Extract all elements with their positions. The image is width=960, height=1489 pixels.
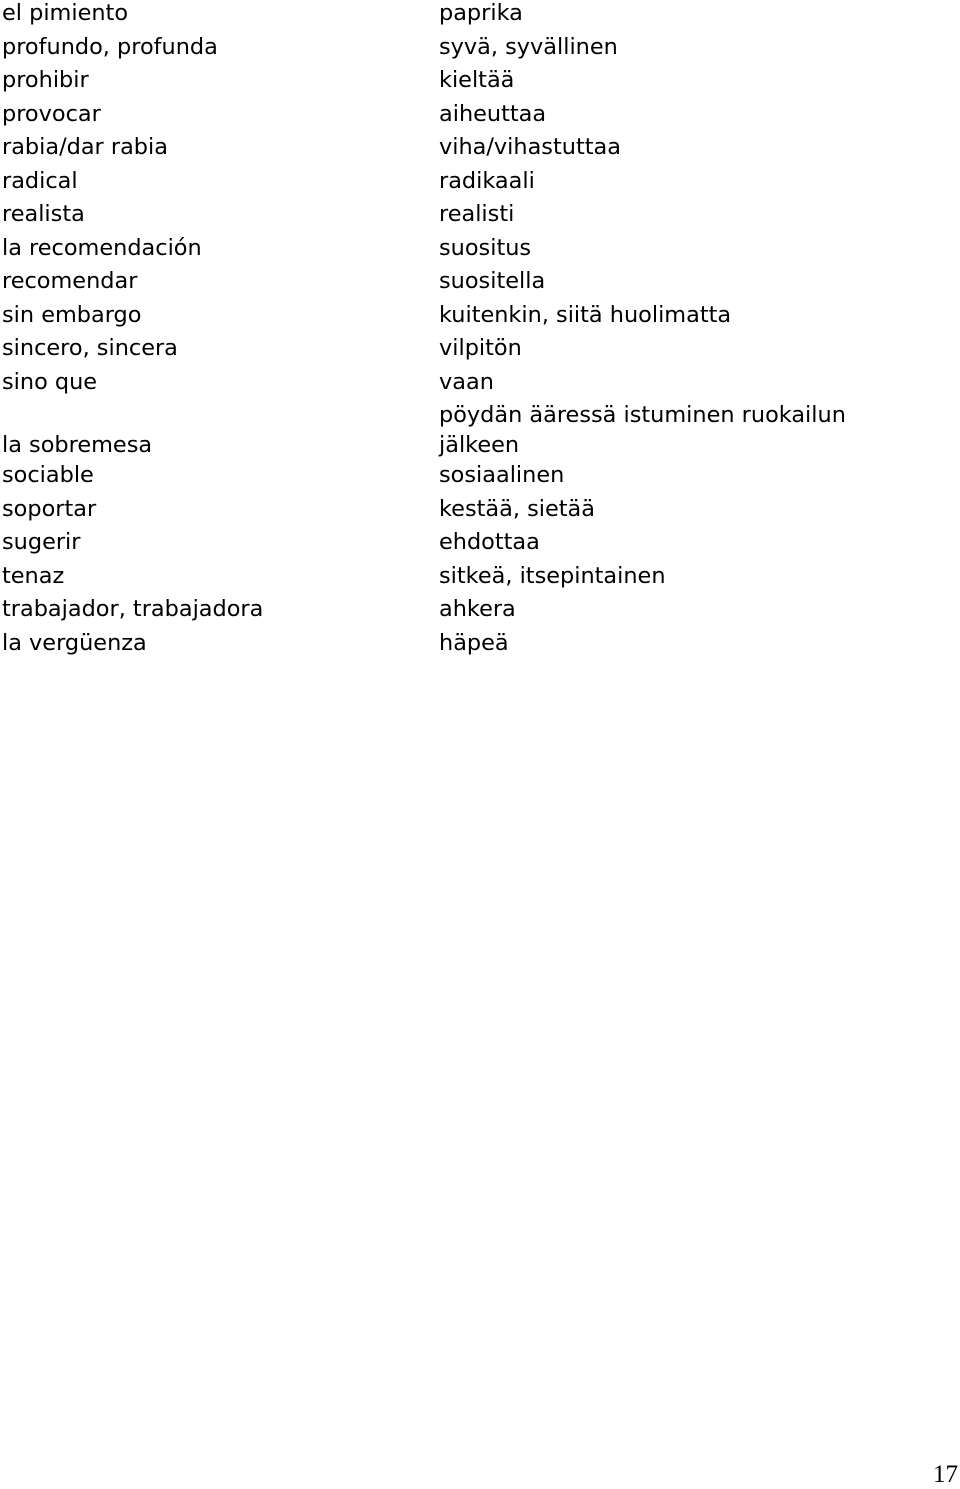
vocab-row xyxy=(0,462,960,496)
vocab-row xyxy=(0,630,960,664)
spanish-term: prohibir xyxy=(2,67,89,93)
vocab-row xyxy=(0,563,960,597)
finnish-translation xyxy=(439,134,621,160)
vocab-row xyxy=(0,402,960,462)
spanish-term: sin embargo xyxy=(2,301,142,328)
vocab-row xyxy=(0,596,960,630)
vocab-row xyxy=(0,201,960,235)
finnish-translation xyxy=(439,201,514,227)
finnish-translation-line: häpeä xyxy=(439,629,509,656)
finnish-translation-line: syvä, syvällinen xyxy=(439,33,618,60)
finnish-translation xyxy=(439,529,540,555)
spanish-term: realista xyxy=(2,201,85,227)
vocab-row xyxy=(0,67,960,101)
finnish-translation-line: suositus xyxy=(439,234,532,261)
vocab-row xyxy=(0,268,960,302)
finnish-translation xyxy=(439,168,535,194)
finnish-translation-line: vilpitön xyxy=(439,335,522,361)
finnish-translation-line: realisti xyxy=(439,201,515,227)
finnish-translation xyxy=(439,496,595,522)
spanish-term: sincero, sincera xyxy=(2,335,178,361)
finnish-translation-line: aiheuttaa xyxy=(439,100,547,127)
spanish-term: provocar xyxy=(2,100,101,127)
finnish-translation-line: pöydän ääressä istuminen ruokailun xyxy=(439,402,846,428)
spanish-term: la recomendación xyxy=(2,234,202,261)
vocab-row xyxy=(0,34,960,68)
finnish-translation xyxy=(439,302,731,328)
finnish-translation xyxy=(439,335,522,361)
finnish-translation-line: kieltää xyxy=(439,67,515,93)
finnish-translation-line: sitkeä, itsepintainen xyxy=(439,562,666,589)
finnish-translation xyxy=(439,596,516,622)
vocab-row xyxy=(0,101,960,135)
finnish-translation-line: radikaali xyxy=(439,167,535,194)
finnish-translation xyxy=(439,402,846,458)
finnish-translation-line: sosiaalinen xyxy=(439,462,565,488)
spanish-term: la sobremesa xyxy=(2,432,153,458)
finnish-translation xyxy=(439,235,531,261)
vocab-row xyxy=(0,235,960,269)
finnish-translation-line: ahkera xyxy=(439,596,516,622)
spanish-term: trabajador, trabajadora xyxy=(2,596,264,622)
finnish-translation xyxy=(439,101,546,127)
vocab-row xyxy=(0,335,960,369)
finnish-translation-line: ehdottaa xyxy=(439,529,540,555)
finnish-translation-line: viha/vihastuttaa xyxy=(439,134,621,160)
spanish-term: soportar xyxy=(2,495,97,522)
spanish-term: sociable xyxy=(2,462,94,488)
finnish-translation-line: kestää, sietää xyxy=(439,495,595,522)
page-number: 17 xyxy=(933,1461,958,1488)
finnish-translation xyxy=(439,563,666,589)
vocab-row xyxy=(0,529,960,563)
spanish-term: sugerir xyxy=(2,529,81,555)
finnish-translation xyxy=(439,67,514,93)
finnish-translation xyxy=(439,0,523,26)
finnish-translation xyxy=(439,462,564,488)
finnish-translation-line: suositella xyxy=(439,268,546,294)
spanish-term: sino que xyxy=(2,368,98,395)
finnish-translation xyxy=(439,34,618,60)
vocab-row xyxy=(0,369,960,403)
vocab-row xyxy=(0,0,960,34)
finnish-translation xyxy=(439,268,545,294)
vocab-row xyxy=(0,302,960,336)
spanish-term: recomendar xyxy=(2,268,138,294)
vocab-row xyxy=(0,168,960,202)
finnish-translation xyxy=(439,369,494,395)
finnish-translation-line: kuitenkin, siitä huolimatta xyxy=(439,301,732,328)
spanish-term: profundo, profunda xyxy=(2,33,218,60)
finnish-translation-line: jälkeen xyxy=(439,432,520,458)
spanish-term: rabia/dar rabia xyxy=(2,134,168,160)
spanish-term: la vergüenza xyxy=(2,629,147,656)
vocab-row xyxy=(0,496,960,530)
spanish-term: radical xyxy=(2,167,78,194)
finnish-translation-line: vaan xyxy=(439,368,494,395)
vocab-row xyxy=(0,134,960,168)
finnish-translation-line: paprika xyxy=(439,0,523,26)
finnish-translation xyxy=(439,630,509,656)
spanish-term: el pimiento xyxy=(2,0,129,26)
spanish-term: tenaz xyxy=(2,562,65,589)
vocabulary-list xyxy=(0,0,960,663)
